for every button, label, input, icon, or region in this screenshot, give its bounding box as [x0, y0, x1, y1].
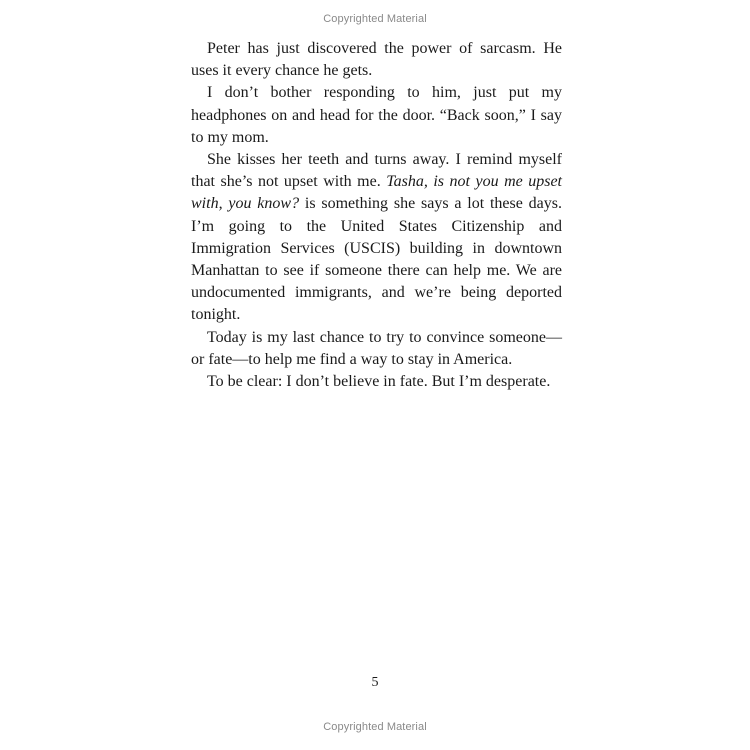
paragraph: Today is my last chance to try to convince someone—or fate—to help me find a way to stay in America.: [191, 328, 562, 368]
page-number: 5: [371, 675, 379, 690]
paragraph-text: is something she says a lot these days. I’m going to the United States Citizenship and Immigration Services (USCIS) building in downtown Manhattan to see if someone there can help me. We are undocumented immigrants, and we’re being deported tonight.: [191, 195, 563, 324]
paragraph: Peter has just discovered the power of sarcasm. He uses it every chance he gets.: [191, 40, 562, 80]
page-body-text: [191, 38, 562, 393]
paragraph: I don’t bother responding to him, just put my headphones on and head for the door. “Back soon,” I say to my mom.: [191, 84, 562, 146]
copyright-watermark-top: Copyrighted Material: [323, 13, 427, 25]
paragraph-text: She kisses her teeth and turns away. I remind myself that she’s not upset with me.: [191, 151, 562, 191]
paragraph: [191, 149, 562, 327]
copyright-watermark-bottom: Copyrighted Material: [323, 721, 427, 733]
italic-quote: Tasha, is not you me upset with, you know?: [191, 173, 563, 213]
paragraph: To be clear: I don’t believe in fate. But I’m desperate.: [207, 373, 551, 391]
